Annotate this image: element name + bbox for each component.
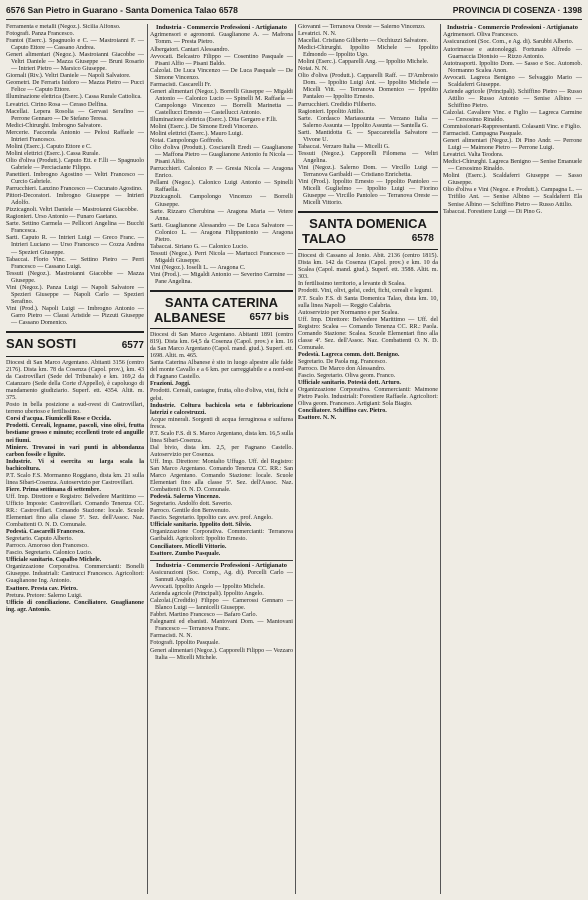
list-item: Farmacisti. Cascarelli Fr. [150,81,212,88]
column-3 [298,24,438,894]
list-item: Aziende agricole (Principali). Schiffino Pietro — Russo Attilio — Russo Antonio — Senise Albino — Schiffino Pietro. [443,88,582,109]
town-name-line1: SANTA CATERINA [164,295,279,311]
list-item: Vini (Prod.). — Migaldi Antonio — Severino Carmine — Pane Angelina. [150,272,293,286]
town-mayor: Podestà. Salerno Vincenzo. [150,494,221,501]
column-divider [440,24,441,894]
list-item: Mercerie. Faccenda Antonio — Pelosi Raffaele — Intrieri Francesco. [6,129,144,143]
town-rivers: Corsi d'acqua. Fiumicelli Rose e Occida. [6,416,112,423]
list-item: Parrucchieri. Lanzino Francesco — Cucunato Agostino. [6,186,143,193]
town-products: Prodotti. Cereali, legname, pascoli, vino olivi, frutta bestiame grosso e minuto; eccellenti trote ed anguille nei fiumi. [6,423,144,444]
list-item: Notai. N. N. [298,66,328,73]
list-item: Parrucchieri. Calonico P. — Gresia Nicola — Aragona Enrico. [150,166,293,180]
directory-page [6,4,582,896]
list-item: Generi alimentari (Negoz.). Borrelli Giuseppe — Migaldi Antonio — Calonico Lucio — Spinelli M. Raffaela — Campolongo Vincenzo — Borrelli Marinetta — Castellucci Ernesto — Castellucci Antonio. [150,88,293,116]
list-item: Sarti. Mantidotta G. — Spaccaretella Salvatore — Vivone U. [298,129,438,143]
section-heading: Industria - Commercio Professioni - Artigianato [447,24,578,31]
town-health-officer: Ufficiale sanitario. Ippolito dott. Silvio. [150,522,252,529]
town-offices: Uff. Imp. Direttore e Registro: Belvedere Marittimo — Ufficio Imposte: Castrovillari. Comando Tenenza CC. RR.: Castrovillari. Comando Stazione: locale. Scuole Elementari fino alla classe 5ª. Sez. dell'Assoc. Naz. Combattenti O. N. D. Comunale. [6,493,144,529]
list-item: Frantoi (Eserc.). Spagnuolo e C. — Mastroianni F. — Caputo Ettore — Cassano Andrea. [6,38,144,52]
list-item: Pittori-Decoratori. Imbrogno Giuseppe — Intrieri Adolfo. [6,193,144,207]
town-heading-santa-domenica [298,211,438,250]
town-health-officer: Ufficiale sanitario. Potestà dott. Arturo. [298,380,401,387]
list-item: Assicurazioni (Soc. Comp., Ag. di). Porcelli Carlo — Sannuti Angelo. [150,570,293,584]
town-health-officer: Ufficiale sanitario. Capalbo Michele. [6,557,102,564]
list-item: Tabaccai. Verzaro Italia — Micelli G. [298,143,390,150]
list-item: Levatrici. Cirino Rosa — Ceraso Delfina. [6,101,108,108]
town-mayor: Podestà. Cascarelli Francesco. [6,529,85,536]
list-item: Illuminazione elettrica (Eserc.). Cassa Rurale Cattolica. [6,94,142,101]
town-fascio: Fascio. Segretario. Ippolito cav. avv. prof. Angelo. [150,515,273,522]
list-item: Avvocati. Lagreca Benigno — Selvaggio Mario — Scaldaferri Giuseppe. [443,74,582,88]
list-item: Assicurazioni (Soc. Com., e Ag. di). Sarubbi Alberto. [443,39,574,46]
list-item: Molini (Eserc.). Scaldaferri Giuseppe — Sasso Giuseppe. [443,173,582,187]
town-name: SAN SOSTI [6,336,77,352]
list-item: Medici-Chirurghi. Lagreca Benigno — Senise Emanuele — Cersosimo Rinaldo. [443,159,582,173]
list-item: Sarti. Guaglianone Alessandro — De Luca Salvatore — Colonico L. — Aragona Filippantonio — Aragona Pietro. [150,222,293,243]
town-intro: Diocesi di Cassano al Jonio. Abit. 2136 (centro 1815). Dista km. 142 da Cosenza (Capol. prov.) e km. 10 da Scalea (Capol. mand. giud.). Superf. ett. 3588. Altit. m. 303. [298,253,438,281]
town-offices: Uff. Imp. Direttore: Belvedere Marittimo — Uff. del Registro: Scalea — Comando Tenenza CC. RR.: Paola. Comando Stazione: Scalea. Scuole Elementari fino alla classe 4ª. Sez. dell'Assoc. Naz. Combattenti O. N. D. Comunale. [298,316,438,351]
town-mineral-water: Acque minerali. Sorgenti di acqua ferruginosa e sulfurea fresca. [150,416,293,430]
town-industries: Industrie. Vi si esercita su larga scala la bachicoltura. [6,458,144,472]
list-item: Tessuti (Negoz.). Mastroianni Giacobbe — Mazza Giuseppe. [6,270,144,284]
list-item: Pizzicagnoli. Veltri Daniele — Mastroianni Giacobbe. [6,207,139,214]
town-name-line1: SANTA DOMENICA [309,216,427,232]
list-item: Ragionieri. Urso Antonio — Funaro Gaetano. [6,214,118,221]
header-right: PROVINCIA DI COSENZA · 1398 [452,5,582,15]
column-4 [443,24,582,894]
town-mayor: Podestà. Lagreca comm. dott. Benigno. [298,351,400,358]
town-parish: Parroco. Gentile don Benvenuto. [150,508,231,515]
town-hamlets: Frazioni. Joggi. [150,381,191,388]
list-item: Farmacisti. Campagna Pasquale. [443,131,523,138]
town-parish: Parroco. De Marco don Alessandro. [298,365,386,372]
header-left: 6576 San Pietro in Guarano - Santa Domenica Talao 6578 [6,5,238,15]
list-item: Molini (Eserc.). Capparelli Ang. — Ippolito Michele. [298,59,429,66]
list-item: Falegnami ed ebanisti. Mantovani Dom. — Mantovani Francesco — Terranova Franc. [150,619,293,633]
list-item: Olio d'oliva (Produtt.). Caputo Ett. e F.lli — Spagnuolo Gabriele — Perciaciante Filippo. [6,157,144,171]
list-item: Tabaccai. Forestiere Luigi — Di Pino G. [443,208,543,215]
town-conciliator: Conciliatore. Micelli Vittorio. [150,543,227,550]
list-item: Olio d'oliva (Produtt.). Capparelli Raff. — D'Ambrosio Dom. — Ippolito Luigi Ant. — Ippolito Michele — Micelli Vitt. — Terranova Domenico — Ippolito Pantaleo — Ippolito Ernesto. [298,73,438,101]
town-station: P.T. Scalo F.S. Mormanno Roggiano, dista km. 21 sulla linea Sibari-Cosenza. Autoservizio per Castrovillari. [6,472,144,486]
list-item: Illuminazione elettrica (Eserc.). Dita Gergaro e F.lli. [150,116,278,123]
town-description: Santa Caterina Albanese è sito in luogo alpestre alle falde del monte Cavallo e a 6 km. per carreggiabile e a nord-est di Fagnano Castello. [150,360,293,381]
list-item: Azienda agricole (Principali). Ippolito Angelo. [150,591,264,598]
town-corporative: Organizzazione Corporativa. Commercianti: Maimone Pietro Paolo. Industriali: Forestiere Raffaele. Agricoltori: Oliva geom. Francesco. Artigiani: Sola Biagio. [298,387,438,408]
town-products: Prodotti. Vini, olivi, gelsi, cedri, fichi, cereali e legumi. [298,288,433,295]
list-item: Levatrici. N. N. [298,31,337,38]
town-station: P.T. Scalo F.S. di Santa Domenica Talao, dista km. 10, sulla linea Napoli — Reggio Calabria. [298,295,438,309]
list-item: Commissionari-Rappresentanti. Colasanti Vinc. e Figlio. [443,124,582,131]
column-divider [147,24,148,894]
town-number: 6577 [121,340,144,352]
list-item: Fotografi. Ippolito Pasquale. [150,640,220,647]
list-item: Sarti. Caputo R. — Intrieri Luigi — Greco Franc. — Intrieri Luciano — Urso Francesco — Cozza Andrea — Spezieri Giuseppe. [6,235,144,256]
column-2 [150,24,293,894]
list-item: Molini elettrici (Eserc.). Mauro Luigi. [150,131,243,138]
list-item: Molini (Eserc.). De Simone Eredi Vincenzo. [150,124,259,131]
town-conciliator: Conciliatore. Schiffino cav. Pietro. [298,408,387,415]
list-item: Tabaccai. Siriano G. — Calonico Lucio. [150,243,249,250]
town-parish: Parroco. Amoroso don Francesco. [6,543,89,550]
list-item: Calzolai. Cavaliere Vinc. e Figlio — Lagreca Carmine — Cersosimo Rinaldo. [443,109,582,123]
list-item: Vini (Prod.). Napoli Luigi — Imbrogno Antonio — Garro Pietro — Clausi Aristide — Pizzuti Giuseppe — Cassano Domenico. [6,305,144,326]
town-offices: Uff. Imp. Direttore: Montalto Uffugo. Uff. del Registro: San Marco Argentano. Comando Tenenza CC. RR.: San Marco Argentano. Comando Stazione: locale. Scuole Elementari fino alla classe 5ª. Sez. dell'Assoc. Naz. Combattenti O. N. D. Comunale. [150,458,293,494]
town-corporative: Organizzazione Corporativa. Commercianti: Terranova Garibaldi. Agricoltori: Ippolito Ernesto. [150,529,293,543]
town-secretary: Segretario. De Paola mg. Francesco. [298,358,387,365]
list-item: Notai. Campolongo Goffredo. [150,138,224,145]
list-item: Agrimensori. Oliva Francesco. [443,32,519,39]
list-item: Olio d'oliva e Vini (Negoz. e Produtt.). Campagna L. — Trifilio Ant. — Senise Albino — Scaldaferri Ela Senise Albino — Schiffino Pietro — Russo Attilio. [443,187,582,208]
list-item: Sarte. Settino Carmela — Pellicori Angelina — Bucchi Francesca. [6,221,144,235]
list-item: Molini elettrici (Eserc.). Cassa Rurale. [6,150,100,157]
town-fascio: Fascio. Segretario. Calonico Lucio. [6,550,93,557]
list-item: Molini (Eserc.). Caputo Ettore e C. [6,143,92,150]
list-item: Giovanni — Terranova Oreste — Salerno Vincenzo. [298,24,426,30]
list-item: Sarte. Rizzaro Cherubina — Aragona Maria — Vetere Anna. [150,208,293,222]
list-item: Vini (Prod.). Ippolito Ernesto — Ippolito Pantoleo — Micelli Guglielmo — Ippolito Luigi — Fiorino Giuseppe — Vircillo Pantoleo — Terranova Oreste — Micelli Vittorio. [298,179,438,207]
town-intro: Diocesi di San Marco Argentano. Abitanti 3156 (centro 2176). Dista km. 78 da Cosenza (Capol. prov.), km. 43 da Castrovillari (Sede del Tribunale) e km. 169,2 da Catanzaro (Sede della Corte d'Appello), è capoluogo di mandamento giudiziario. Superf. ett. 4354. Altit. m. 375. [6,360,144,402]
page-header [6,4,582,20]
list-item: Ragionieri. Ippolito Attilio. [298,108,365,115]
list-item: Calzolai. De Luca Vincenzo — De Luca Pasquale — De Simone Vincenzo. [150,67,293,81]
list-item: Tessuti (Negoz.). Capporelli Filomena — Veltri Angelina. [298,150,438,164]
town-intro: Diocesi di San Marco Argentano. Abitanti 1891 (centro 819). Dista km. 64,5 da Cosenza (Capol. prov.) e km. 16 da San Marco Argentano (Capol. mand. giud.). Superf. ett. 1698. Altit. m. 465. [150,332,293,360]
list-item: Levatrici. Valta Teodora. [443,152,504,159]
town-fascio: Fascio. Segretario. Oliva geom. Franco. [298,373,396,380]
section-heading: Industria - Commercio Professioni - Artigianato [156,24,287,31]
town-name-line2: TALAO [302,231,346,247]
town-junction: Dal bivio, dista km. 2,5, per Fagnano Castello. Autoservizio per Cosenza. [150,444,293,458]
list-item: Fotografi. Panza Francesco. [6,31,75,38]
list-item: Vini (Negoz.). Salerno Dom. — Vircillo Luigi — Terranova Garibaldi — Cristiano Enrichetta. [298,164,438,178]
town-number: 6578 [411,233,434,245]
list-item: Avvocati. Ippolito Angelo — Ippolito Michele. [150,584,265,591]
town-description: In fertilissimo territorio, a levante di Scalea. [298,281,406,288]
list-item: Macellai. Cristiano Giliberto — Occhiuzzi Salvatore. [298,38,429,45]
list-item: Agrimensori e agronomi. Guaglianone A. — Mafrona Tomm. — Presta Pietro. [150,32,293,46]
list-item: Generi alimentari (Negoz.). Mastroianni Giacobbe — Veltri Daniele — Mazza Giuseppe — Bruni Rosario — Intrieri Pietro — Marsico Giuseppe. [6,52,144,73]
list-item: Albergatori. Cantari Alessandro. [150,46,230,53]
list-item: Panettieri. Imbrogno Agostino — Veltri Francesco — Curcio Gabriele. [6,171,144,186]
list-item: Vini (Negoz.). Ioselli L. — Aragona C. [150,264,246,271]
list-item: Parrucchieri. Credidio Filiberto. [298,101,377,108]
list-item: Giornali (Riv.). Veltri Daniele — Napoli Salvatore. [6,73,131,80]
town-secretary: Segretario. Caputo Alberto. [6,536,74,543]
town-industries: Industrie. Coltura bachicola seta e fabbricazione laterizi e calcestruzzi. [150,402,293,416]
list-item: Pizzicagnoli. Campolongo Vincenzo — Borrelli Giuseppe. [150,194,293,208]
list-item: Fabbri. Martino Francesco — Bafaro Carlo. [150,612,258,619]
list-item: Macellai. Lepera Rosolia — Gervasi Serafino — Perrone Gennaro — De Stefano Teresa. [6,108,144,122]
list-item: Sarte. Cordasco Mariassunta — Verzano Italia — Salerno Assunta — Ippolito Assunta — Santella G. [298,115,438,129]
list-item: Olio d'oliva (Produtt.). Cosciarelli Eredi — Guaglianone — Maffona Pietro — Guaglianone Antonio fu Nicola — Pisani Alfio. [150,145,293,166]
list-item: Farmacisti. N. N. [150,633,193,640]
town-description: Posto in bella posizione a sud-ovest di Castrovillari, terreno ubertoso e fertilissimo. [6,402,144,416]
list-item: Autorimesse e autonoleggi. Fortunato Alfredo — Guarnaccia Dionisio — Rizzo Antonio. [443,46,582,60]
town-products: Prodotti. Cereali, castagne, frutta, olio d'oliva, vini, fichi e gelsi. [150,388,293,402]
town-tax-collector: Esattore. N. N. [298,415,337,422]
list-item: Calzolai.(Credidio) Filippo — Camerossi Gennaro — Blanco Luigi — Iannicelli Giuseppe. [150,598,293,612]
list-item: Autotrasporti. Ippolito Dom. — Sasso e Soc. Automob. Normanno Scalea Anon. [443,60,582,74]
town-station: P.T. Scalo F.S. di S. Marco Argentano, dista km. 16,5 sulla linea Sibari-Cosenza. [150,430,293,444]
section-heading: Industria - Commercio Professioni - Artigianato [150,560,293,569]
town-fairs: Fiere. Prima settimana di settembre. [6,486,101,493]
town-court: Pretura. Pretore: Salerno Luigi. [6,592,83,599]
list-item: Generi alimentari (Negoz.). Capporelli Filippo — Vezzaro Italia — Micelli Michele. [150,647,293,661]
list-item: Medici-Chirurghi. Imbrogno Salvatore. [6,122,103,129]
town-number: 6577 bis [249,312,289,324]
town-secretary: Segretario. Andolfo dott. Saverio. [150,501,233,508]
list-item: Medici-Chirurghi. Ippolito Michele — Ippolito Edmondo — Ippolito Ugo. [298,45,438,59]
town-name-line2: ALBANESE [154,310,226,326]
list-item: Geometri. De Ferraris Isidoro — Mazza Pietro — Pucci Felice — Caputo Ettore. [6,80,144,94]
town-bus: Autoservizio per Normanno e per Scalea. [298,309,399,316]
list-item: Tessuti (Negoz.). Perri Nicola — Martucci Francesco — Migaldi Giuseppe. [150,250,293,264]
column-1 [6,24,144,894]
list-item: Pellami (Negoz.). Calonico Luigi Antonio — Spinelli Raffaella. [150,180,293,194]
list-item: Generi alimentari (Negoz.). Di Pino Andr. — Perrone Luigi — Maimone Pietro — Perrone Luigi. [443,138,582,152]
town-heading-san-sosti [6,331,144,357]
list-item: Avvocati. Belcastro Filippo — Cosentino Pasquale — Pisani Alfio — Pisani Baldo. [150,53,293,67]
town-conciliation: Ufficio di conciliazione. Conciliatore. Guaglianone ing. agr. Antonio. [6,599,144,613]
list-item: Tabaccai. Florio Vinc. — Settino Pietro — Perri Francesco — Cassano Luigi. [6,256,144,270]
town-mines: Miniere. Trovansi in vari punti in abbondanza carbon fossile e lignite. [6,444,144,458]
column-divider [295,24,296,894]
list-item: Vini (Negoz.). Panza Luigi — Napoli Salvatore — Spezieri Giuseppe — Napoli Carlo — Spezieri Serafino. [6,284,144,305]
town-tax-collector: Esattore. Presta cav. Pietro. [6,585,78,592]
town-corporative: Organizzazione Corporativa. Commercianti: Bonelli Giuseppe. Industriali: Cantrucci Francesco. Agricoltori: Guaglianone Ing. Antonio. [6,564,144,585]
town-heading-santa-caterina [150,290,293,329]
town-tax-collector: Esattore. Zumbo Pasquale. [150,550,221,557]
san-pietro-listings [6,24,144,327]
list-item: Ferramenta e metalli (Negoz.). Sicilia Alfonso. [6,24,121,30]
